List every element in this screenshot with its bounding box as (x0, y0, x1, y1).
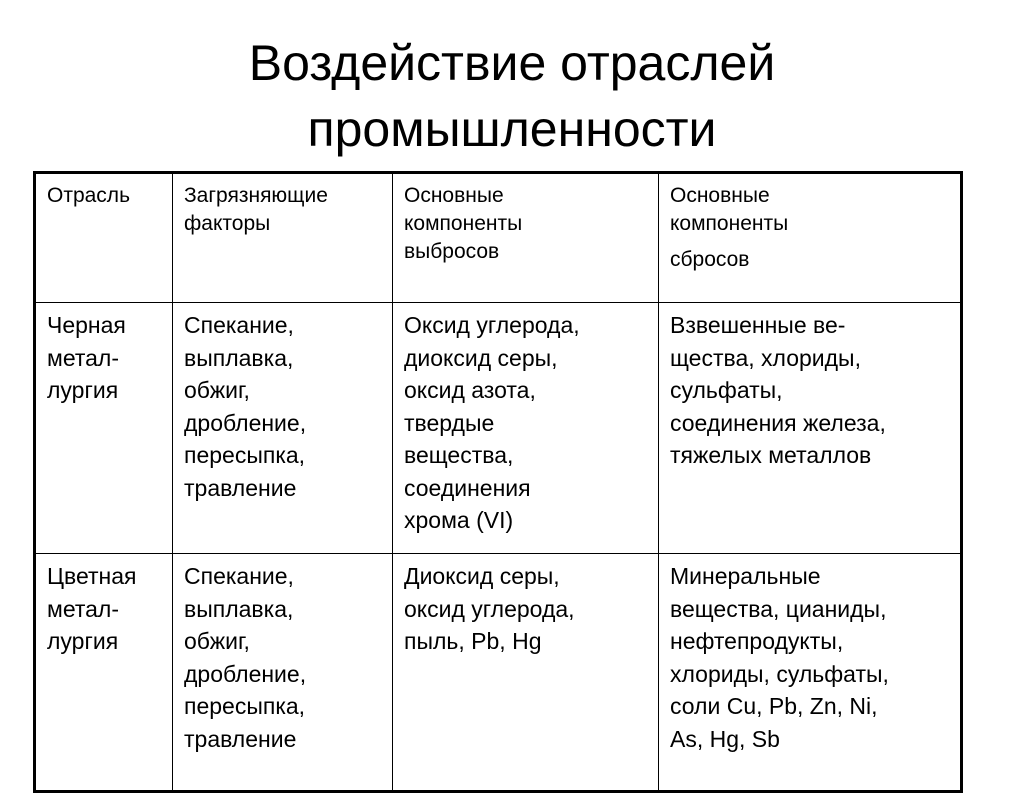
cell-pollutants (173, 303, 393, 554)
cell-text-line: диоксид серы, (404, 344, 558, 371)
cell-text-line: хлориды, сульфаты, (670, 660, 889, 687)
cell-text-line: Цветная (47, 563, 137, 589)
slide-title (0, 30, 1024, 162)
cell-text-line: оксид углерода, (404, 595, 575, 622)
cell-text-line: метал- (47, 595, 119, 622)
cell-text-line: Загрязняющие (184, 184, 328, 207)
cell-text-line: травление (184, 725, 297, 752)
cell-text-line: выплавка, (184, 344, 294, 371)
cell-text-line: Черная (47, 312, 126, 338)
cell-text-line: травление (184, 474, 297, 501)
cell-text-line: хрома (VI) (404, 507, 514, 533)
cell-text-line: пересыпка, (184, 442, 306, 468)
cell-text-line: соединения железа, (670, 409, 886, 436)
cell-text-line: твердые (404, 409, 495, 436)
cell-discharges (659, 303, 962, 554)
cell-text-line: щества, хлориды, (670, 344, 861, 371)
header-cell-discharges (659, 173, 962, 303)
cell-text-line: выбросов (404, 240, 500, 263)
cell-text-line: пыль, Pb, Hg (404, 628, 542, 654)
cell-text-line: компоненты (404, 212, 523, 235)
cell-industry (35, 303, 173, 554)
cell-text-line: Оксид углерода, (404, 312, 580, 338)
header-cell-industry (35, 173, 173, 303)
table-row (35, 303, 962, 554)
table-row (35, 554, 962, 792)
header-cell-pollutants (173, 173, 393, 303)
table-header-row (35, 173, 962, 303)
cell-text-line: компоненты (670, 212, 789, 235)
cell-text-line: Минеральные (670, 563, 821, 589)
cell-pollutants (173, 554, 393, 792)
cell-text-line: сбросов (670, 248, 750, 271)
cell-text-line: пересыпка, (184, 693, 306, 719)
cell-text-line: Основные (670, 184, 770, 207)
cell-text-line: обжиг, (184, 628, 250, 654)
cell-text-line: обжиг, (184, 377, 250, 403)
cell-text-line: вещества, (404, 442, 514, 468)
cell-emissions (393, 303, 659, 554)
cell-text-line: соли Cu, Pb, Zn, Ni, (670, 693, 878, 719)
cell-text-line: тяжелых металлов (670, 442, 872, 468)
cell-text-line: Спекание, (184, 312, 294, 338)
cell-text-line: дробление, (184, 660, 307, 687)
cell-text-line: нефтепродукты, (670, 628, 844, 654)
cell-text-line: Спекание, (184, 563, 294, 589)
cell-text-line: сульфаты, (670, 377, 783, 403)
cell-text-line: факторы (184, 212, 271, 235)
title-line-1: Воздействие отраслей (248, 35, 776, 91)
cell-text-line: Взвешенные ве- (670, 312, 846, 338)
cell-text-line: Отрасль (47, 184, 131, 207)
cell-emissions (393, 554, 659, 792)
cell-text-line: соединения (404, 474, 531, 501)
cell-text-line: выплавка, (184, 595, 294, 622)
industry-impact-table (33, 171, 963, 793)
cell-industry (35, 554, 173, 792)
cell-text-line: Основные (404, 184, 504, 207)
cell-text-line: Диоксид серы, (404, 563, 560, 589)
cell-text-line: вещества, цианиды, (670, 595, 887, 622)
cell-text-line: лургия (47, 628, 119, 654)
cell-text-line: дробление, (184, 409, 307, 436)
cell-text-line: As, Hg, Sb (670, 725, 780, 752)
header-cell-emissions (393, 173, 659, 303)
cell-text-line: лургия (47, 377, 119, 403)
cell-text-line: оксид азота, (404, 377, 536, 403)
title-line-2: промышленности (307, 101, 717, 157)
cell-discharges (659, 554, 962, 792)
cell-text-line: метал- (47, 344, 119, 371)
